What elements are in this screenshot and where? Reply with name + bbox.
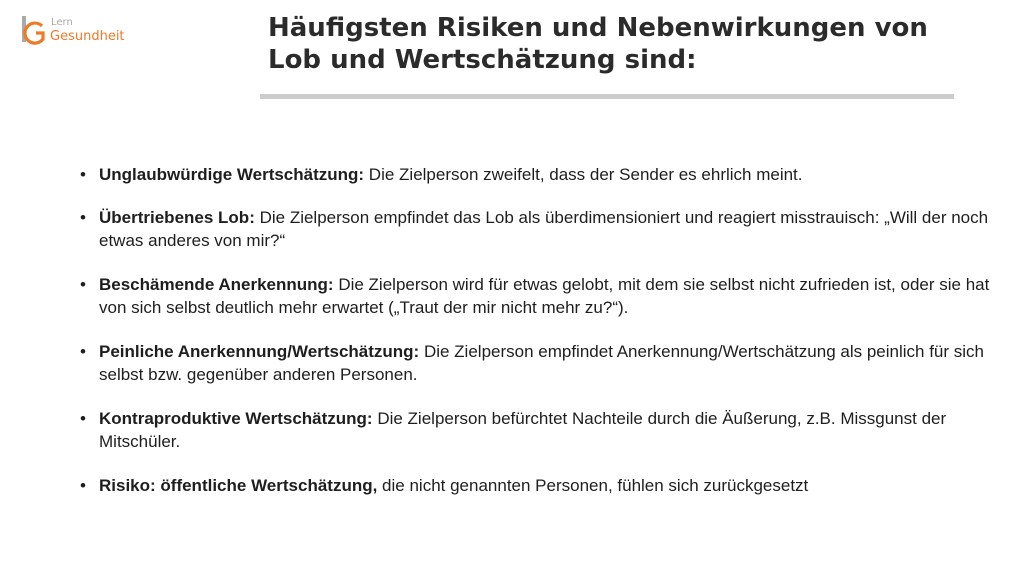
bullet-item — [78, 407, 1008, 454]
bullet-term: Kontraproduktive Wertschätzung: — [99, 408, 373, 428]
logo-text-lern: Lern — [51, 17, 73, 28]
bullet-term: Risiko: öffentliche Wertschätzung, — [99, 475, 378, 495]
title-underline-rule — [260, 94, 954, 99]
bullet-text: die nicht genannten Personen, fühlen sich zurückgesetzt — [377, 475, 809, 495]
bullet-term: Peinliche Anerkennung/Wertschätzung: — [99, 341, 420, 361]
bullet-item — [78, 206, 1008, 253]
risk-bullet-list — [78, 163, 1008, 497]
slide-title-line-2: Lob und Wertschätzung sind: — [268, 45, 697, 75]
bullet-item — [78, 474, 1008, 498]
bullet-item — [78, 273, 1008, 320]
logo-mark-icon — [20, 14, 48, 46]
bullet-text: Die Zielperson empfindet das Lob als überdimensioniert und reagiert misstrauisch: „Will der noch etwas anderes von mir?“ — [99, 207, 989, 250]
bullet-item — [78, 163, 1008, 187]
slide-title — [268, 12, 968, 76]
bullet-item — [78, 340, 1008, 387]
bullet-term: Beschämende Anerkennung: — [99, 274, 334, 294]
bullet-text: Die Zielperson zweifelt, dass der Sender es ehrlich meint. — [364, 165, 803, 184]
bullet-term: Übertriebenes Lob: — [99, 207, 255, 227]
bullet-text: Die Zielperson wird für etwas gelobt, mit dem sie selbst nicht zufrieden ist, oder sie hat von sich selbst deutlich mehr erwartet („Traut der mir nicht mehr zu?“). — [99, 274, 990, 317]
bullet-text: Die Zielperson empfindet Anerkennung/Wertschätzung als peinlich für sich selbst bzw. gegenüber anderen Personen. — [99, 341, 984, 384]
bullet-term: Unglaubwürdige Wertschätzung: — [99, 165, 365, 184]
slide-title-line-1: Häufigsten Risiken und Nebenwirkungen von — [268, 13, 928, 43]
logo-text-gesundheit: Gesundheit — [50, 29, 125, 44]
bullet-text: Die Zielperson befürchtet Nachteile durch die Äußerung, z.B. Missgunst der Mitschüler. — [99, 408, 947, 451]
lerngesundheit-logo — [20, 14, 130, 48]
